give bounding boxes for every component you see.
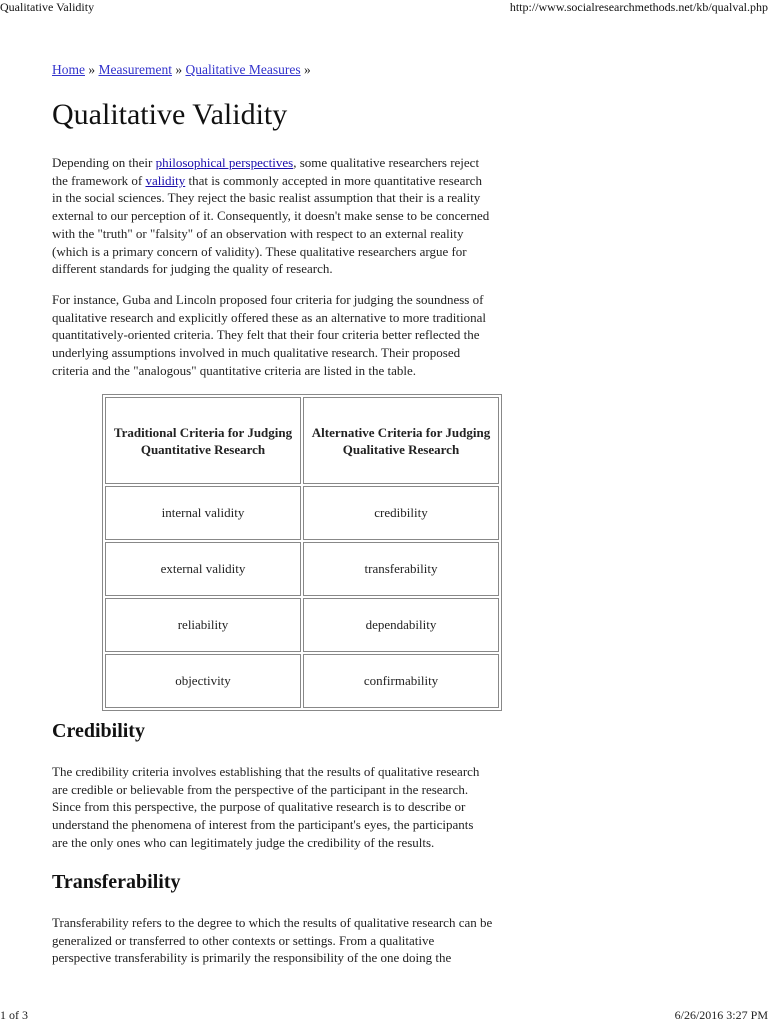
table-header: Alternative Criteria for Judging Qualitative Research (303, 397, 499, 484)
table-cell: credibility (303, 486, 499, 540)
table-row (105, 598, 499, 652)
breadcrumb-qualitative-measures[interactable]: Qualitative Measures (185, 62, 301, 77)
text-line: are credible or believable from the perspective of the participant in the research. (52, 781, 469, 797)
text-line: external to our perception of it. Consequently, it doesn't make sense to be concerned (52, 208, 490, 224)
breadcrumb-home[interactable]: Home (52, 62, 85, 77)
text-line: generalized or transferred to other contexts or settings. From a qualitative (52, 932, 435, 948)
text-line: Transferability refers to the degree to which the results of qualitative research can be (52, 915, 493, 930)
text-line: (which is a primary concern of validity). These qualitative researchers argue for (52, 243, 467, 259)
credibility-heading: Credibility (52, 720, 145, 742)
breadcrumb-separator: » (303, 62, 311, 77)
table-cell: reliability (105, 598, 301, 652)
table-row (105, 654, 499, 708)
print-header-url: http://www.socialresearchmethods.net/kb/qualval.php (509, 0, 768, 14)
text-line: different standards for judging the quality of research. (52, 261, 333, 277)
text-line: with the "truth" or "falsity" of an observation with respect to an external reality (52, 225, 464, 241)
breadcrumb (52, 62, 311, 78)
table-row (105, 542, 499, 596)
text-line: For instance, Guba and Lincoln proposed four criteria for judging the soundness of (52, 292, 484, 307)
table-cell: dependability (303, 598, 499, 652)
intro-paragraph (52, 154, 552, 278)
page-title: Qualitative Validity (52, 98, 288, 131)
table-cell: external validity (105, 542, 301, 596)
table-cell: objectivity (105, 654, 301, 708)
philosophical-perspectives-link[interactable]: philosophical perspectives (155, 155, 294, 170)
text-line: Since from this perspective, the purpose of qualitative research is to describe or (52, 799, 466, 815)
breadcrumb-separator: » (88, 62, 96, 77)
text-line: quantitatively-oriented criteria. They felt that their four criteria better reflected the (52, 327, 480, 343)
table-row (105, 486, 499, 540)
text: that is commonly accepted in more quantitative research (185, 172, 482, 188)
text-line: qualitative research and explicitly offered these as an alternative to more traditional (52, 309, 486, 325)
text: Depending on their (52, 155, 156, 170)
text: , some qualitative researchers reject (293, 155, 480, 170)
transferability-paragraph (52, 914, 552, 967)
text-line: in the social sciences. They reject the basic realist assumption that their is a reality (52, 190, 481, 206)
credibility-paragraph (52, 763, 552, 852)
validity-link[interactable]: validity (145, 172, 186, 188)
text-line: The credibility criteria involves establishing that the results of qualitative research (52, 764, 480, 779)
table-cell: confirmability (303, 654, 499, 708)
page-number: 1 of 3 (0, 1008, 28, 1022)
text-line: criteria and the "analogous" quantitative criteria are listed in the table. (52, 362, 416, 378)
text-line: are the only ones who can legitimately judge the credibility of the results. (52, 834, 435, 850)
text-line: perspective transferability is primarily the responsibility of the one doing the (52, 950, 452, 966)
text-line: underlying assumptions involved in much qualitative research. Their proposed (52, 345, 461, 361)
print-datetime: 6/26/2016 3:27 PM (674, 1008, 768, 1022)
text: the framework of (52, 172, 146, 188)
text-line: understand the phenomena of interest from the participant's eyes, the participants (52, 817, 474, 833)
breadcrumb-measurement[interactable]: Measurement (98, 62, 172, 77)
table-cell: transferability (303, 542, 499, 596)
print-header-title: Qualitative Validity (0, 0, 95, 14)
table-cell: internal validity (105, 486, 301, 540)
table-header: Traditional Criteria for Judging Quantitative Research (105, 397, 301, 484)
transferability-heading: Transferability (52, 871, 181, 893)
breadcrumb-separator: » (175, 62, 183, 77)
criteria-table (102, 394, 502, 711)
guba-lincoln-paragraph (52, 291, 552, 380)
